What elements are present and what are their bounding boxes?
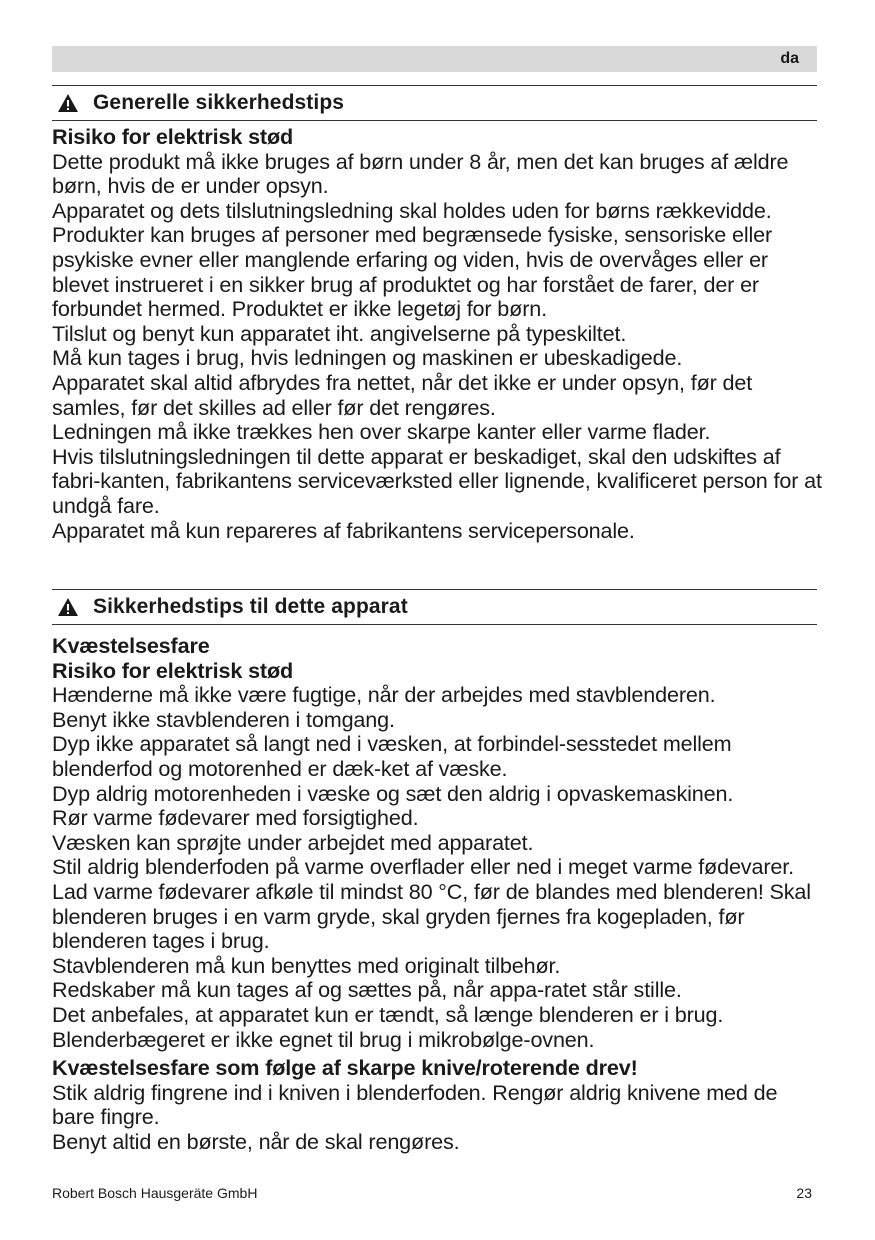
warning-triangle-icon — [57, 93, 79, 113]
paragraph: Apparatet skal altid afbrydes fra nettet, når det ikke er under opsyn, før det samles, før det skilles ad eller før det rengøres. — [52, 369, 753, 420]
paragraph: Rør varme fødevarer med forsigtighed. — [52, 805, 419, 831]
paragraph: Dyp ikke apparatet så langt ned i væsken, at forbindel-sesstedet mellem blenderfod og motorenhed er dæk-ket af væske. — [52, 731, 732, 781]
section-title-text: Sikkerhedstips til dette apparat — [93, 595, 408, 618]
paragraph: Hænderne må ikke være fugtige, når der arbejdes med stavblenderen. — [52, 682, 716, 708]
subheading-electric-shock: Risiko for elektrisk stød — [52, 124, 294, 149]
subheading-injury-risk: Kvæstelsesfare — [52, 633, 210, 658]
paragraph: Dyp aldrig motorenheden i væske og sæt den aldrig i opvaskemaskinen. — [52, 780, 734, 806]
paragraph: Apparatet må kun repareres af fabrikantens servicepersonale. — [52, 517, 635, 543]
paragraph: Blenderbægeret er ikke egnet til brug i mikrobølge-ovnen. — [52, 1026, 595, 1052]
paragraph: Stavblenderen må kun benyttes med originalt tilbehør. — [52, 952, 561, 978]
paragraph: Benyt altid en børste, når de skal rengøres. — [52, 1128, 460, 1154]
paragraph: Apparatet og dets tilslutningsledning skal holdes uden for børns rækkevidde. — [52, 197, 772, 223]
warning-triangle-icon — [57, 597, 79, 617]
paragraph: Benyt ikke stavblenderen i tomgang. — [52, 706, 395, 732]
section-title-text: Generelle sikkerhedstips — [93, 91, 345, 114]
paragraph: Dette produkt må ikke bruges af børn under 8 år, men det kan bruges af ældre børn, hvis de er under opsyn. — [52, 148, 789, 199]
paragraph: Må kun tages i brug, hvis ledningen og maskinen er ubeskadigede. — [52, 345, 683, 371]
paragraph: Stil aldrig blenderfoden på varme overflader eller ned i meget varme fødevarer. Lad varme fødevarer afkøle til mindst 80 °C, før de blandes med blenderen! Skal blenderen bruges i en varm gryde, skal gryden fjernes fra kogepladen, før blenderen tages i brug. — [52, 854, 811, 954]
paragraph: Væsken kan sprøjte under arbejdet med apparatet. — [52, 829, 534, 855]
page-number: 23 — [796, 1185, 812, 1201]
paragraph: Hvis tilslutningsledningen til dette apparat er beskadiget, skal den udskiftes af fabri-kanten, fabrikantens serviceværksted eller lignende, kvalificeret person for at undgå fare. — [52, 443, 822, 518]
paragraph: Det anbefales, at apparatet kun er tændt, så længe blenderen er i brug. — [52, 1001, 724, 1027]
section-body-general-safety — [52, 125, 822, 543]
paragraph: Produkter kan bruges af personer med begrænsede fysiske, sensoriske eller psykiske evner eller manglende erfaring og viden, hvis de overvåges eller er blevet instrueret i en sikker brug af produktet og har forstået de farer, der er forbundet hermed. Produktet er ikke legetøj for børn. — [52, 222, 773, 322]
paragraph: Tilslut og benyt kun apparatet iht. angivelserne på typeskiltet. — [52, 320, 627, 346]
section-title-general-safety — [52, 85, 817, 121]
section-title-appliance-safety — [52, 589, 817, 625]
subheading-knife-hazard: Kvæstelsesfare som følge af skarpe knive/roterende drev! — [52, 1055, 638, 1081]
paragraph: Redskaber må kun tages af og sættes på, når appa-ratet står stille. — [52, 977, 682, 1003]
paragraph: Stik aldrig fingrene ind i kniven i blenderfoden. Rengør aldrig knivene med de bare fingre. — [52, 1079, 778, 1130]
section-body-appliance-safety — [52, 634, 822, 1154]
paragraph: Ledningen må ikke trækkes hen over skarpe kanter eller varme flader. — [52, 419, 711, 445]
footer-company: Robert Bosch Hausgeräte GmbH — [52, 1185, 258, 1201]
language-bar — [52, 46, 817, 72]
language-code: da — [780, 50, 799, 67]
subheading-electric-shock: Risiko for elektrisk stød — [52, 657, 294, 683]
page-footer — [52, 1185, 812, 1201]
